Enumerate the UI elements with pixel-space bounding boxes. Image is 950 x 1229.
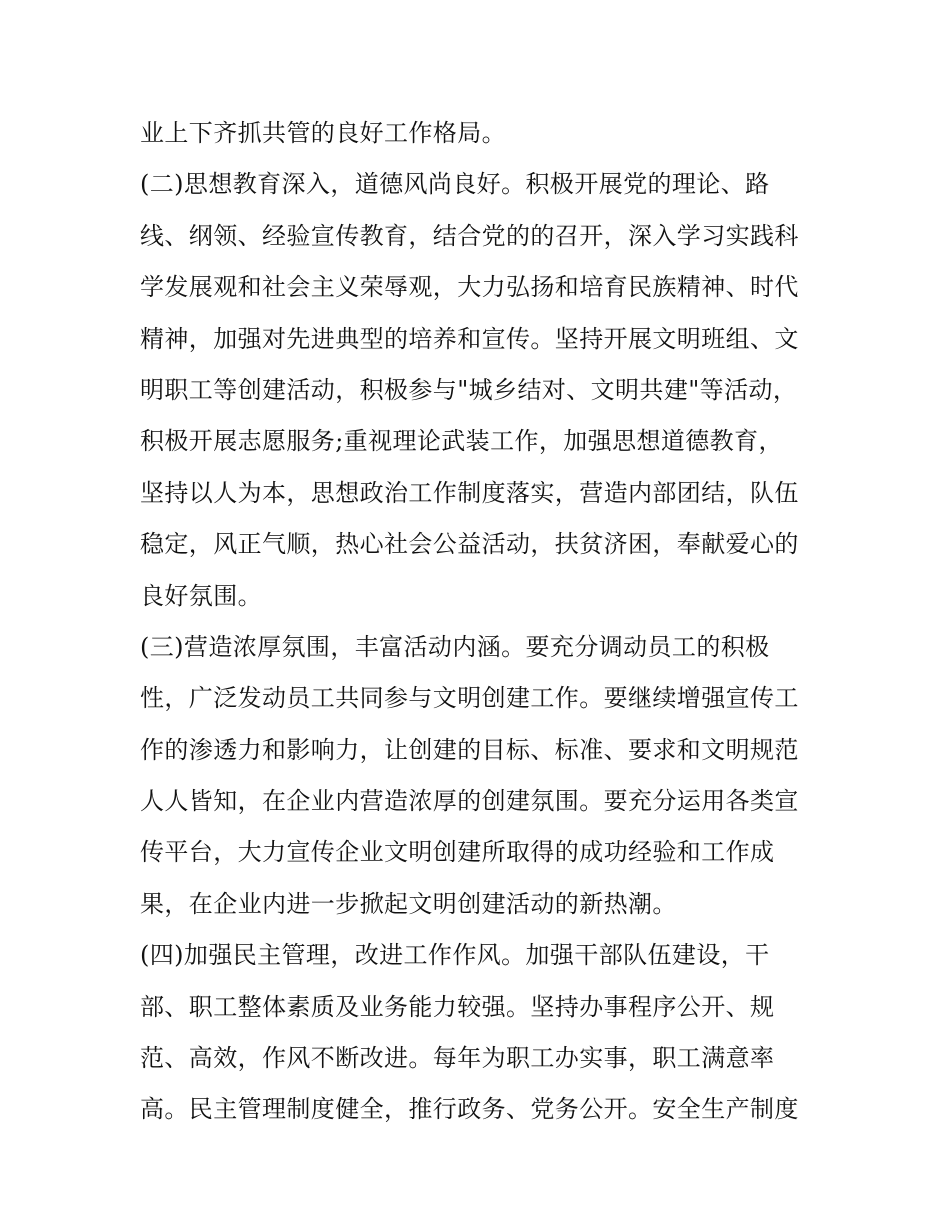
text-line: 范、高效，作风不断改进。每年为职工办实事，职工满意率 [140,1044,775,1073]
text-line: (二)思想教育深入，道德风尚良好。积极开展党的理论、路 [140,170,770,199]
text-line: 坚持以人为本，思想政治工作制度落实，营造内部团结，队伍 [140,478,799,507]
text-line: 作的渗透力和影响力，让创建的目标、标准、要求和文明规范 [140,735,799,764]
text-line: 性，广泛发动员工共同参与文明创建工作。要继续增强宣传工 [140,684,799,713]
text-line: (四)加强民主管理，改进工作作风。加强干部队伍建设，干 [140,941,770,970]
text-line: 学发展观和社会主义荣辱观，大力弘扬和培育民族精神、时代 [140,273,799,302]
text-line: 良好氛围。 [140,581,262,610]
text-line: 果，在企业内进一步掀起文明创建活动的新热潮。 [140,889,677,918]
text-line: 线、纲领、经验宣传教育，结合党的的召开，深入学习实践科 [140,221,799,250]
text-line: 积极开展志愿服务;重视理论武装工作，加强思想道德教育， [140,427,783,456]
text-line: 明职工等创建活动，积极参与"城乡结对、文明共建"等活动， [140,375,798,404]
text-line: 部、职工整体素质及业务能力较强。坚持办事程序公开、规 [140,992,775,1021]
text-line: 传平台，大力宣传企业文明创建所取得的成功经验和工作成 [140,838,775,867]
body-text [140,108,830,1136]
text-line: 业上下齐抓共管的良好工作格局。 [140,119,506,147]
text-line: 人人皆知，在企业内营造浓厚的创建氛围。要充分运用各类宣 [140,787,799,816]
text-line: (三)营造浓厚氛围，丰富活动内涵。要充分调动员工的积极 [140,632,770,661]
text-line: 稳定，风正气顺，热心社会公益活动，扶贫济困，奉献爱心的 [140,530,799,559]
text-line: 高。民主管理制度健全，推行政务、党务公开。安全生产制度 [140,1095,799,1124]
text-line: 精神，加强对先进典型的培养和宣传。坚持开展文明班组、文 [140,324,799,353]
